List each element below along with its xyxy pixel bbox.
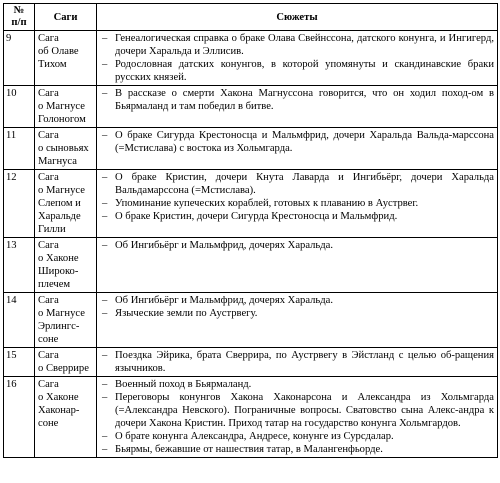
saga-name-cell <box>35 128 97 170</box>
table-row <box>4 31 498 86</box>
saga-name-line: Слепом и <box>38 198 81 209</box>
saga-name-line: Магнуса <box>38 156 77 167</box>
saga-name-cell <box>35 293 97 348</box>
plot-item: – Военный поход в Бьярмаланд. <box>101 378 494 391</box>
saga-name-line: о сыновьях <box>38 143 89 154</box>
saga-name-line: Хаконар- <box>38 405 80 416</box>
row-number: 14 <box>4 293 35 348</box>
saga-name-line: Гилли <box>38 224 66 235</box>
plot-item: – Генеалогическая справка о браке Олава Свейнссона, датского конунга, и Ингигерд, дочери Харальда и Эллисив. <box>101 32 494 58</box>
table-row <box>4 170 498 238</box>
plots-cell <box>97 86 498 128</box>
plots-cell <box>97 348 498 377</box>
saga-name-line: Широко- <box>38 266 79 277</box>
plot-item: – Переговоры конунгов Хакона Хаконарсона и Александра из Хольмгарда (=Александра Невского). Пограничные вопросы. Сватовство сына Алекс-андра к дочери Хакона Кристин. Приход татар на государство конунга Хольмгардов. <box>101 391 494 430</box>
row-number: 11 <box>4 128 35 170</box>
column-header-number <box>4 4 35 31</box>
plots-cell <box>97 31 498 86</box>
saga-name-line: о Магнусе <box>38 101 85 112</box>
saga-name-line: об Олаве <box>38 46 79 57</box>
saga-table-page <box>3 3 498 458</box>
saga-name-line: Эрлингс- <box>38 321 80 332</box>
row-number: 13 <box>4 238 35 293</box>
saga-name-line: Тихом <box>38 59 67 70</box>
saga-plots-table <box>3 3 498 458</box>
row-number: 15 <box>4 348 35 377</box>
saga-name-line: Сага <box>38 350 59 361</box>
table-row <box>4 238 498 293</box>
saga-name-cell <box>35 31 97 86</box>
saga-name-line: о Магнусе <box>38 308 85 319</box>
table-row <box>4 293 498 348</box>
saga-name-line: Сага <box>38 33 59 44</box>
plots-cell <box>97 170 498 238</box>
row-number: 10 <box>4 86 35 128</box>
plot-item: – Об Ингибьёрг и Мальмфрид, дочерях Харальда. <box>101 294 494 307</box>
plots-cell <box>97 377 498 458</box>
saga-name-line: Голоногом <box>38 114 86 125</box>
plots-cell <box>97 128 498 170</box>
saga-name-cell <box>35 348 97 377</box>
saga-name-line: Сага <box>38 172 59 183</box>
saga-name-cell <box>35 238 97 293</box>
saga-name-line: плечем <box>38 279 71 290</box>
saga-name-line: Сага <box>38 379 59 390</box>
saga-name-cell <box>35 377 97 458</box>
table-row <box>4 348 498 377</box>
saga-name-line: Сага <box>38 295 59 306</box>
saga-name-cell <box>35 170 97 238</box>
saga-name-line: Сага <box>38 130 59 141</box>
saga-name-line: о Сверрире <box>38 363 89 374</box>
plot-item: – О браке Сигурда Крестоносца и Мальмфрид, дочери Харальда Вальда-марссона (=Мстислава) с востока из Хольмгарда. <box>101 129 494 155</box>
saga-name-line: Сага <box>38 240 59 251</box>
plots-cell <box>97 238 498 293</box>
plot-item: – Языческие земли по Аустрвегу. <box>101 307 494 320</box>
plots-cell <box>97 293 498 348</box>
saga-name-line: Сага <box>38 88 59 99</box>
table-row <box>4 377 498 458</box>
saga-name-line: о Магнусе <box>38 185 85 196</box>
saga-name-line: Харальде <box>38 211 81 222</box>
table-body <box>4 31 498 458</box>
plot-item: – Бьярмы, бежавшие от нашествия татар, в Малангенфьорде. <box>101 443 494 456</box>
saga-name-line: соне <box>38 418 59 429</box>
column-header-sagas: Саги <box>35 4 97 31</box>
saga-name-line: о Хаконе <box>38 392 79 403</box>
row-number: 12 <box>4 170 35 238</box>
table-row <box>4 128 498 170</box>
saga-name-line: соне <box>38 334 59 345</box>
row-number: 9 <box>4 31 35 86</box>
saga-name-cell <box>35 86 97 128</box>
plot-item: – Упоминание купеческих кораблей, готовых к плаванию в Аустрвег. <box>101 197 494 210</box>
table-row <box>4 86 498 128</box>
number-header-line-1: № <box>13 5 25 16</box>
plot-item: – Родословная датских конунгов, в которой упомянуты и скандинавские браки русских князей. <box>101 58 494 84</box>
plot-item: – О браке Кристин, дочери Кнута Лаварда и Ингибьёрг, дочери Харальда Вальдамарссона (=Мстислава). <box>101 171 494 197</box>
number-header-line-2: п/п <box>11 17 27 28</box>
plot-item: – В рассказе о смерти Хакона Магнуссона говорится, что он ходил поход-ом в Бьярмаланд и там победил в битве. <box>101 87 494 113</box>
saga-name-line: о Хаконе <box>38 253 79 264</box>
plot-item: – Об Ингибьёрг и Мальмфрид, дочерях Харальда. <box>101 239 494 252</box>
row-number: 16 <box>4 377 35 458</box>
column-header-plots: Сюжеты <box>97 4 498 31</box>
plot-item: – Поездка Эйрика, брата Сверрира, по Аустрвегу в Эйстланд с целью об-ращения язычников. <box>101 349 494 375</box>
plot-item: – О браке Кристин, дочери Сигурда Крестоносца и Мальмфрид. <box>101 210 494 223</box>
plot-item: – О брате конунга Александра, Андресе, конунге из Сурсдалар. <box>101 430 494 443</box>
table-header-row <box>4 4 498 31</box>
